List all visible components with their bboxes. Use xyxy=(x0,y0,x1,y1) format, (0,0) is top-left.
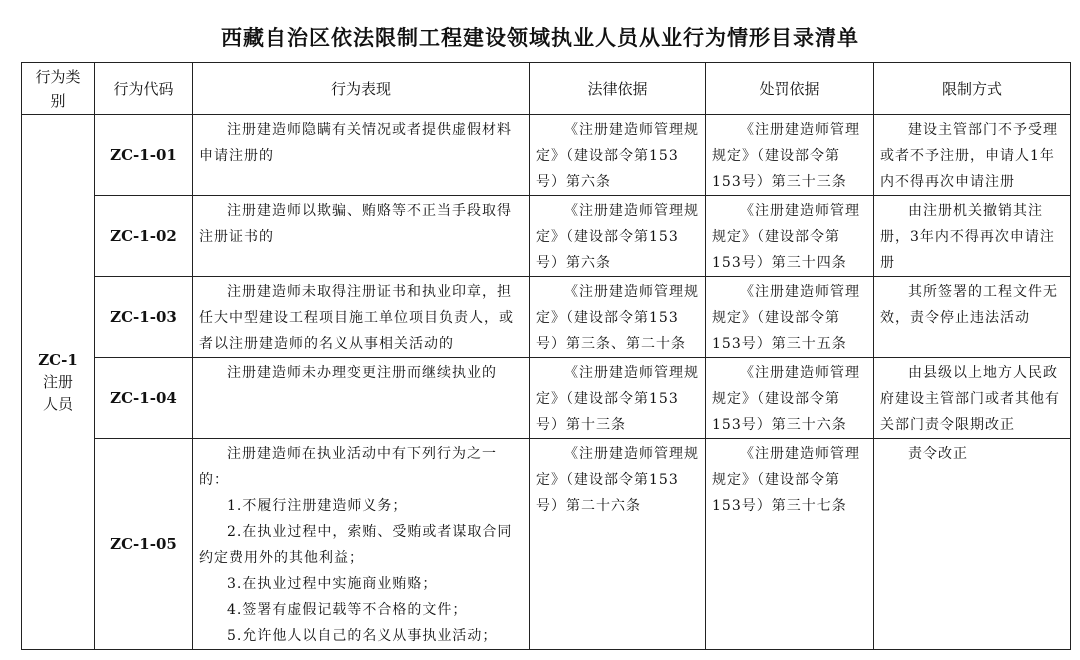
behavior-item: 1.不履行注册建造师义务； xyxy=(227,498,408,514)
table-row xyxy=(22,439,1071,650)
behavior-item: 4.签署有虚假记载等不合格的文件； xyxy=(227,602,468,618)
behavior-list-table xyxy=(21,62,1071,650)
table-row xyxy=(22,196,1071,277)
row-restriction: 由县级以上地方人民政府建设主管部门或者其他有关部门责令限期改正 xyxy=(874,358,1071,439)
row-restriction: 责令改正 xyxy=(874,439,1071,650)
header-restriction: 限制方式 xyxy=(874,63,1071,115)
row-behavior-intro: 注册建造师在执业活动中有下列行为之一的： xyxy=(199,446,497,488)
row-behavior: 注册建造师未办理变更注册而继续执业的 xyxy=(193,358,530,439)
header-behavior: 行为表现 xyxy=(193,63,530,115)
table-row xyxy=(22,277,1071,358)
row-penalty-basis: 《注册建造师管理规定》（建设部令第153号）第三十四条 xyxy=(706,196,874,277)
category-cell xyxy=(22,115,95,650)
row-penalty-basis: 《注册建造师管理规定》（建设部令第153号）第三十七条 xyxy=(706,439,874,650)
row-restriction: 其所签署的工程文件无效，责令停止违法活动 xyxy=(874,277,1071,358)
row-restriction: 由注册机关撤销其注册，3年内不得再次申请注册 xyxy=(874,196,1071,277)
behavior-item: 5.允许他人以自己的名义从事执业活动； xyxy=(227,628,498,644)
row-legal-basis: 《注册建造师管理规定》（建设部令第153号）第三条、第二十条 xyxy=(530,277,706,358)
table-header-row xyxy=(22,63,1071,115)
header-legal-basis: 法律依据 xyxy=(530,63,706,115)
row-penalty-basis: 《注册建造师管理规定》（建设部令第153号）第三十三条 xyxy=(706,115,874,196)
category-code: ZC-1 xyxy=(38,351,78,369)
header-category: 行为类别 xyxy=(22,63,95,115)
row-legal-basis: 《注册建造师管理规定》（建设部令第153号）第六条 xyxy=(530,115,706,196)
row-behavior: 注册建造师未取得注册证书和执业印章，担任大中型建设工程项目施工单位项目负责人，或者以注册建造师的名义从事相关活动的 xyxy=(193,277,530,358)
row-code: ZC-1-01 xyxy=(95,115,193,196)
header-code: 行为代码 xyxy=(95,63,193,115)
row-legal-basis: 《注册建造师管理规定》（建设部令第153号）第二十六条 xyxy=(530,439,706,650)
row-code: ZC-1-04 xyxy=(95,358,193,439)
row-code: ZC-1-02 xyxy=(95,196,193,277)
row-behavior: 注册建造师隐瞒有关情况或者提供虚假材料申请注册的 xyxy=(193,115,530,196)
row-restriction: 建设主管部门不予受理或者不予注册，申请人1年内不得再次申请注册 xyxy=(874,115,1071,196)
row-behavior: 注册建造师以欺骗、贿赂等不正当手段取得注册证书的 xyxy=(193,196,530,277)
row-penalty-basis: 《注册建造师管理规定》（建设部令第153号）第三十六条 xyxy=(706,358,874,439)
row-penalty-basis: 《注册建造师管理规定》（建设部令第153号）第三十五条 xyxy=(706,277,874,358)
table-row xyxy=(22,358,1071,439)
category-name: 注册人员 xyxy=(42,373,73,413)
behavior-item: 3.在执业过程中实施商业贿赂； xyxy=(227,576,438,592)
row-legal-basis: 《注册建造师管理规定》（建设部令第153号）第六条 xyxy=(530,196,706,277)
row-code: ZC-1-03 xyxy=(95,277,193,358)
row-code: ZC-1-05 xyxy=(95,439,193,650)
table-row xyxy=(22,115,1071,196)
row-legal-basis: 《注册建造师管理规定》（建设部令第153号）第十三条 xyxy=(530,358,706,439)
row-behavior xyxy=(193,439,530,650)
behavior-item: 2.在执业过程中，索贿、受贿或者谋取合同约定费用外的其他利益； xyxy=(199,524,513,566)
header-penalty-basis: 处罚依据 xyxy=(706,63,874,115)
page-title: 西藏自治区依法限制工程建设领域执业人员从业行为情形目录清单 xyxy=(221,26,859,50)
